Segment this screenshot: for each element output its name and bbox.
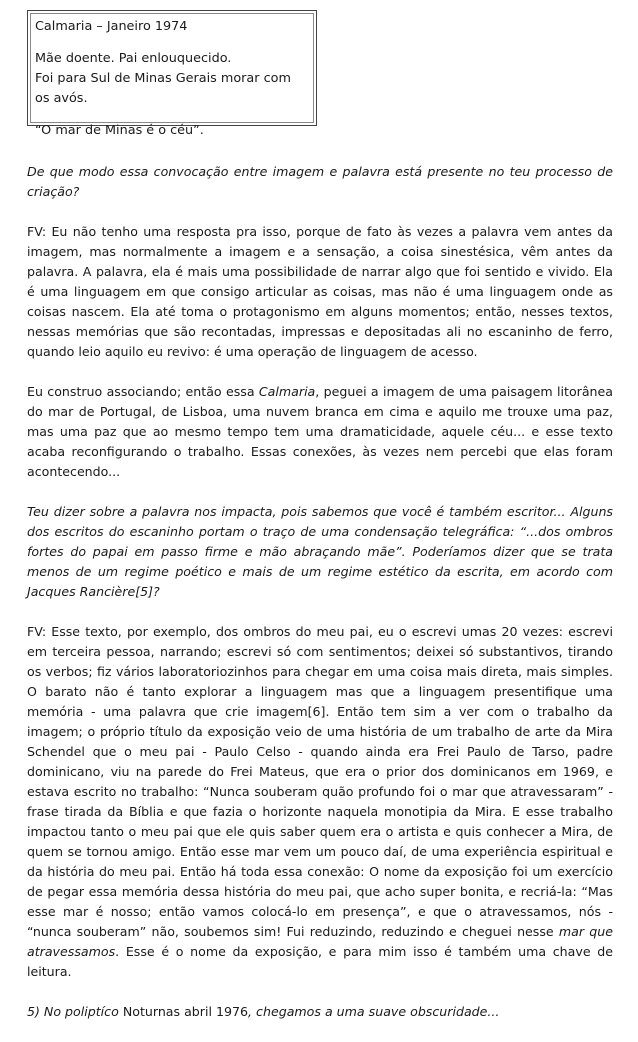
poem-gap	[35, 37, 308, 49]
calmaria-title: Calmaria	[258, 384, 316, 399]
poem-line-2: Foi para Sul de Minas Gerais morar com os avós.	[35, 71, 291, 106]
work-title: Noturnas abril 1976	[122, 1004, 249, 1019]
poem-quote: “O mar de Minas é o céu”.	[35, 123, 204, 138]
question-3-start: 5) No poliptíco	[27, 1004, 123, 1019]
poem-line-1: Mãe doente. Pai enlouquecido.	[35, 51, 232, 66]
answer-2	[27, 382, 613, 482]
interview-body	[27, 162, 613, 1042]
answer-3	[27, 622, 613, 982]
answer-2-text-start: Eu construo associando; então essa	[27, 384, 259, 399]
exhibition-title: mar que atravessamos	[27, 924, 613, 959]
answer-1: FV: Eu não tenho uma resposta pra isso, porque de fato às vezes a palavra vem antes da imagem, mas normalmente a imagem e a sensação, a coisa sinestésica, vêm antes da palavra. A palavra, ela é mais uma possibilidade de narrar algo que foi sentido e vivido. Ela é uma linguagem em que consigo articular as coisas, mas não é uma linguagem onde as coisas nascem. Ela até toma o protagonismo em alguns momentos; então, nesses textos, nessas memórias que são recontadas, impressas e depositadas ali no escaninho de ferro, quando leio aquilo eu revivo: é uma operação de linguagem de acesso.	[27, 224, 613, 359]
question-2: Teu dizer sobre a palavra nos impacta, pois sabemos que você é também escritor... Alguns dos escritos do escaninho portam o traço de uma condensação telegráfica: “...dos ombros fortes do papai em passo firme e mão abraçando mãe”. Poderíamos dizer que se trata menos de um regime poético e mais de um regime estético da escrita, em acordo com Jacques Rancière[5]?	[27, 504, 613, 599]
question-1: De que modo essa convocação entre imagem e palavra está presente no teu processo de criação?	[27, 164, 613, 199]
answer-3-text-start: FV: Esse texto, por exemplo, dos ombros do meu pai, eu o escrevi umas 20 vezes: escrevi em terceira pessoa, narrando; escrevi só com sentimentos; deixei só substantivos, tirando os verbos; fiz vários laboratoriozinhos para chegar em uma coisa mais direta, mais simples. O barato não é tanto explorar a linguagem mas que a linguagem presentifique uma memória - uma palavra que crie imagem[6]. Então tem sim a ver com o trabalho da imagem; o próprio título da exposição veio de uma história de um trabalho de arte da Mira Schendel que o meu pai - Paulo Celso - quando ainda era Frei Paulo de Tarso, padre dominicano, viu na parede do Frei Mateus, que era o prior dos dominicanos em 1969, e estava escrito no trabalho: “Nunca souberam quão profundo foi o mar que atravessaram” - frase tirada da Bíblia e que fazia o horizonte naquela monotipia da Mira. E esse trabalho impactou tanto o meu pai que ele quis saber quem era o artista e quis conhecer a Mira, de quem se tornou amigo. Então esse mar vem um pouco daí, de uma experiência espiritual e da história do meu pai. Então há toda essa conexão: O nome da exposição foi um exercício de pegar essa memória dessa história do meu pai, que acho super bonita, e recriá-la: “Mas esse mar é nosso; então vamos colocá-lo em presença”, e que o atravessamos, nós - “nunca souberam” não, soubemos sim! Fui reduzindo, reduzindo e cheguei nesse	[27, 624, 613, 939]
poem-title: Calmaria – Janeiro 1974	[35, 19, 188, 34]
answer-2-text-end: , peguei a imagem de uma paisagem litorânea do mar de Portugal, de Lisboa, uma nuvem branca em cima e aquilo me trouxe uma paz, mas uma paz que ao mesmo tempo tem uma dramaticidade, aquele céu... e esse texto acaba reconfigurando o trabalho. Essas conexões, às vezes nem percebi que elas foram acontecendo...	[27, 384, 613, 479]
question-3-end: , chegamos a uma suave obscuridade...	[248, 1004, 500, 1019]
poem-box	[27, 10, 317, 138]
poem-gap	[35, 109, 308, 121]
answer-3-text-end: . Esse é o nome da exposição, e para mim isso é também uma chave de leitura.	[27, 944, 613, 979]
question-3	[27, 1002, 613, 1022]
